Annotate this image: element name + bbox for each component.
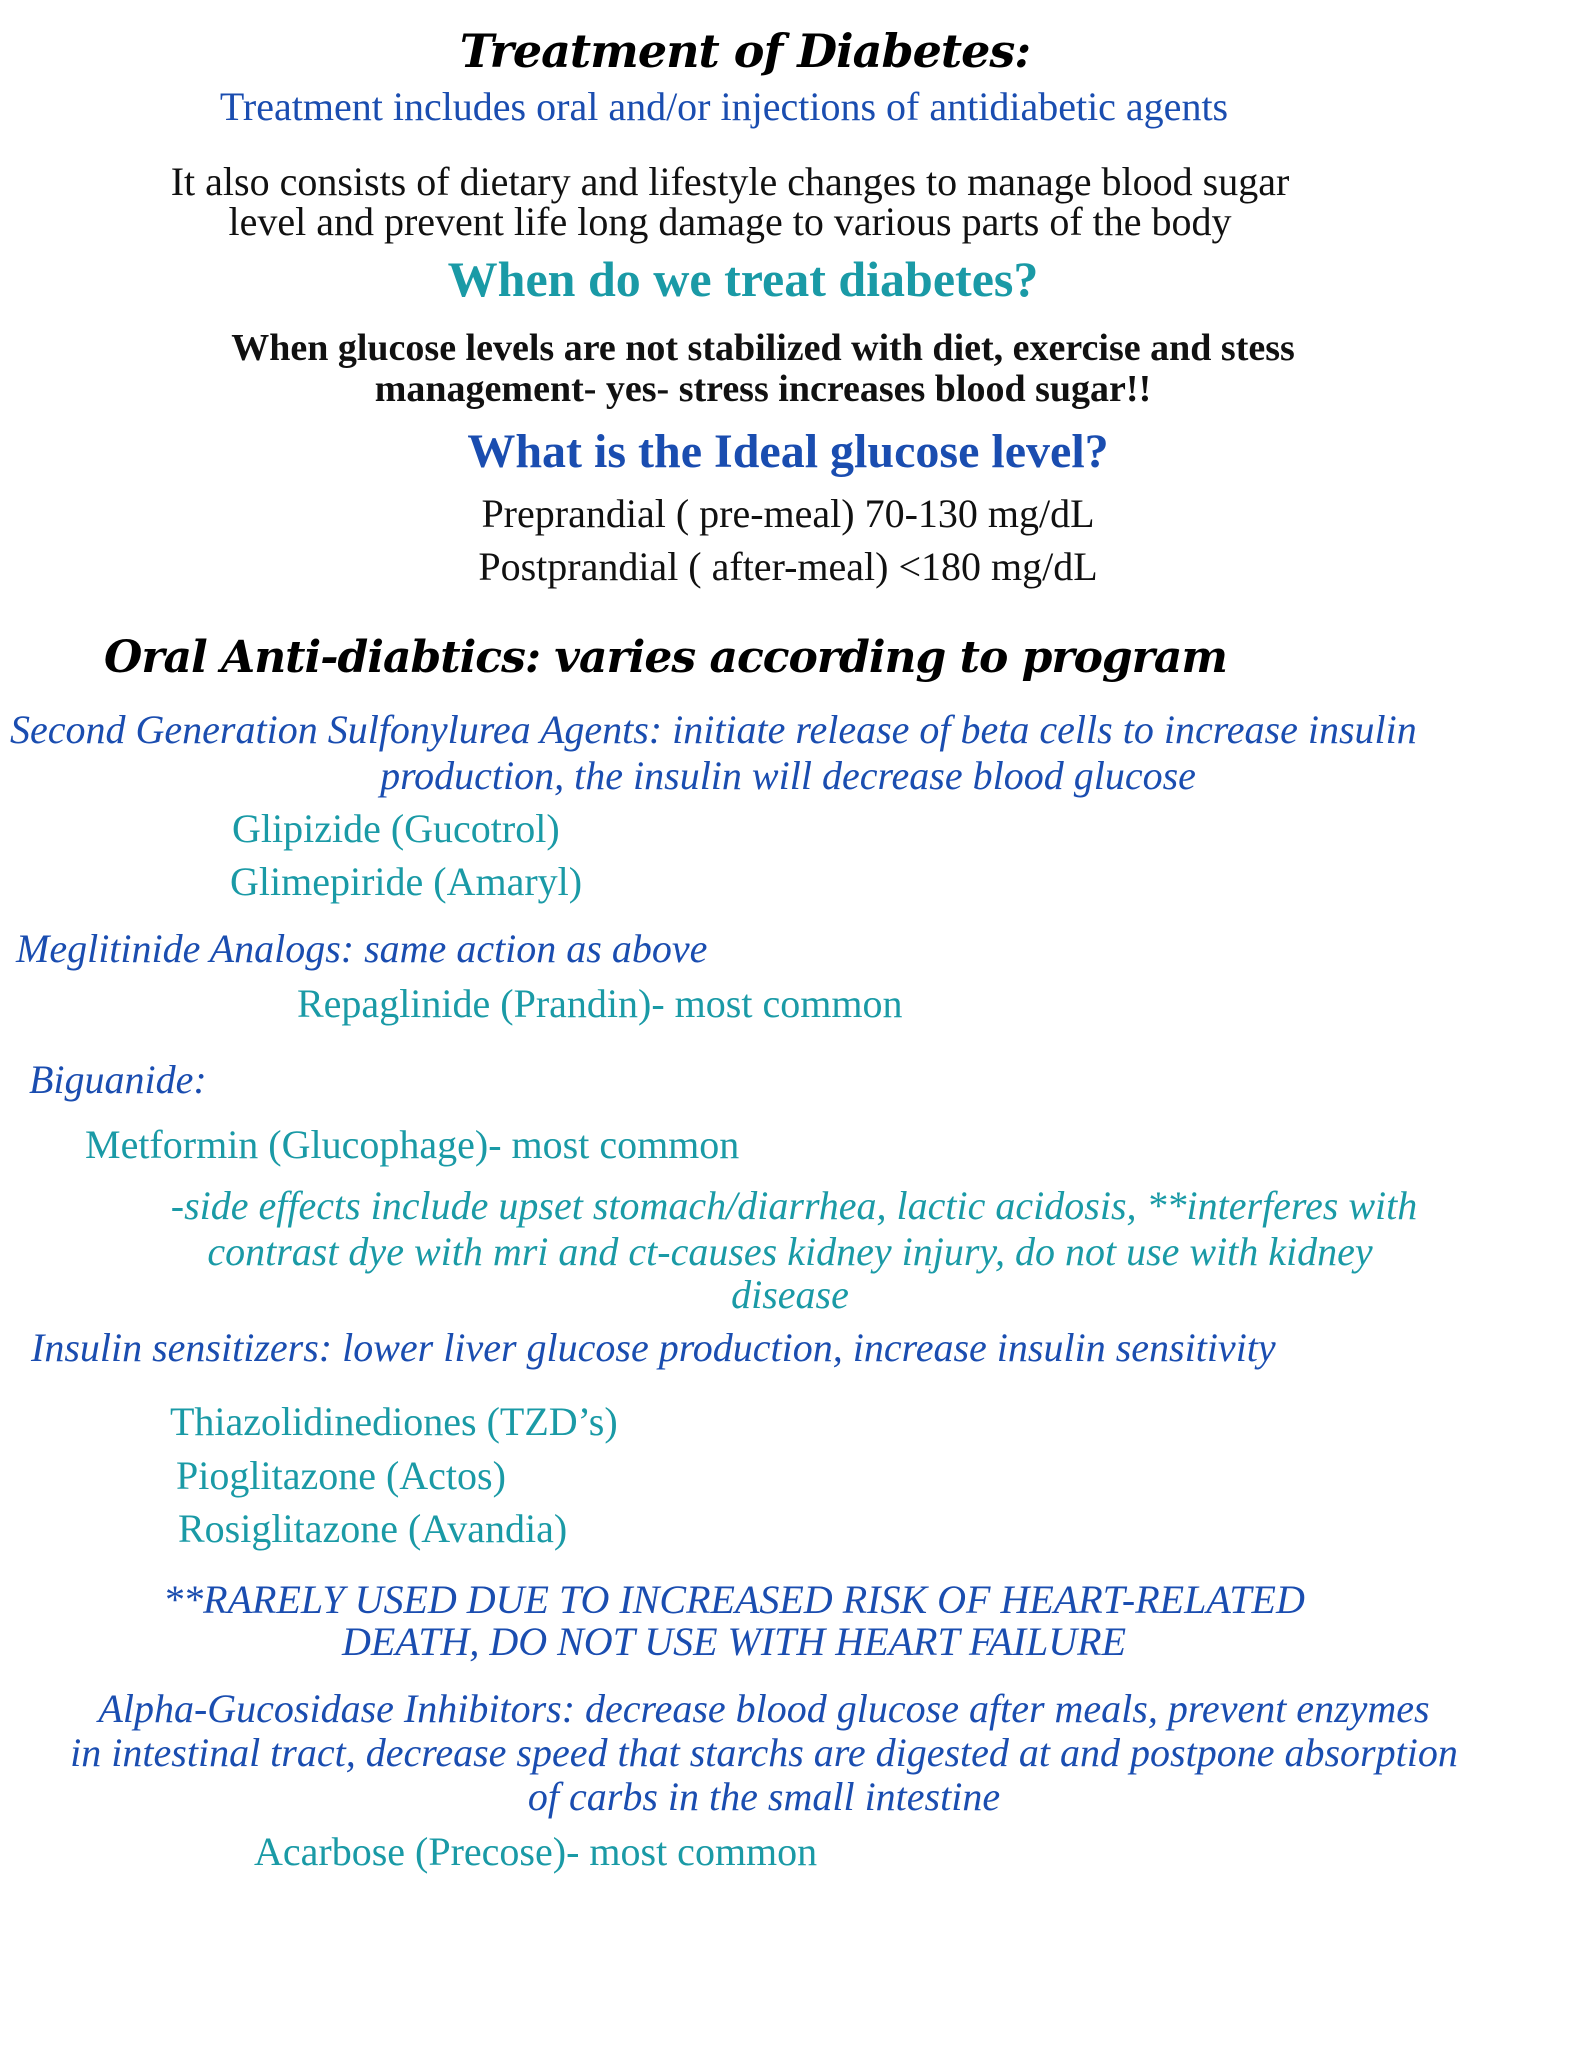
sulfonylurea-desc-1: Second Generation Sulfonylurea Agents: initiate release of beta cells to increase insulin — [10, 707, 1417, 752]
when-line-1: When glucose levels are not stabilized with diet, exercise and stess — [231, 327, 1295, 369]
lifestyle-line-1: It also consists of dietary and lifestyle changes to manage blood sugar — [170, 159, 1290, 204]
when-heading: When do we treat diabetes? — [447, 251, 1039, 307]
drug-thiazolidinediones: Thiazolidinediones (TZD’s) — [170, 1399, 618, 1444]
drug-rosiglitazone: Rosiglitazone (Avandia) — [178, 1506, 568, 1551]
intro-text: Treatment includes oral and/or injections of antidiabetic agents — [219, 84, 1229, 129]
biguanide-desc: Biguanide: — [29, 1057, 207, 1102]
ideal-heading: What is the Ideal glucose level? — [467, 425, 1109, 478]
page-title: Treatment of Diabetes: — [459, 24, 1031, 78]
drug-repaglinide: Repaglinide (Prandin)- most common — [297, 981, 903, 1026]
alpha-glucosidase-desc-1: Alpha-Gucosidase Inhibitors: decrease blood glucose after meals, prevent enzymes — [98, 1686, 1430, 1731]
alpha-glucosidase-desc-2: in intestinal tract, decrease speed that starchs are digested at and postpone absorption — [70, 1730, 1458, 1775]
sensitizers-desc: Insulin sensitizers: lower liver glucose production, increase insulin sensitivity — [31, 1325, 1276, 1370]
alpha-glucosidase-desc-3: of carbs in the small intestine — [527, 1774, 1001, 1819]
tzd-warning-1: **RARELY USED DUE TO INCREASED RISK OF HEART-RELATED — [163, 1577, 1305, 1622]
drug-pioglitazone: Pioglitazone (Actos) — [176, 1453, 506, 1498]
when-line-2: management- yes- stress increases blood sugar!! — [374, 368, 1152, 410]
drug-glipizide: Glipizide (Gucotrol) — [232, 806, 560, 851]
meglitinide-desc: Meglitinide Analogs: same action as above — [16, 926, 708, 971]
tzd-warning-2: DEATH, DO NOT USE WITH HEART FAILURE — [341, 1619, 1127, 1664]
drug-glimepiride: Glimepiride (Amaryl) — [230, 859, 583, 904]
postprandial-level: Postprandial ( after-meal) <180 mg/dL — [478, 544, 1098, 589]
drug-acarbose: Acarbose (Precose)- most common — [254, 1829, 818, 1874]
metformin-side-effects-3: disease — [731, 1272, 849, 1317]
metformin-side-effects-2: contrast dye with mri and ct-causes kidney injury, do not use with kidney — [207, 1229, 1373, 1274]
oral-antidiabetics-heading: Oral Anti-diabtics: varies according to program — [104, 632, 1227, 683]
lifestyle-line-2: level and prevent life long damage to various parts of the body — [228, 199, 1232, 244]
preprandial-level: Preprandial ( pre-meal) 70-130 mg/dL — [481, 491, 1095, 536]
sulfonylurea-desc-2: production, the insulin will decrease blood glucose — [380, 753, 1196, 798]
drug-metformin: Metformin (Glucophage)- most common — [85, 1122, 740, 1167]
metformin-side-effects-1: -side effects include upset stomach/diarrhea, lactic acidosis, **interferes with — [170, 1183, 1418, 1228]
